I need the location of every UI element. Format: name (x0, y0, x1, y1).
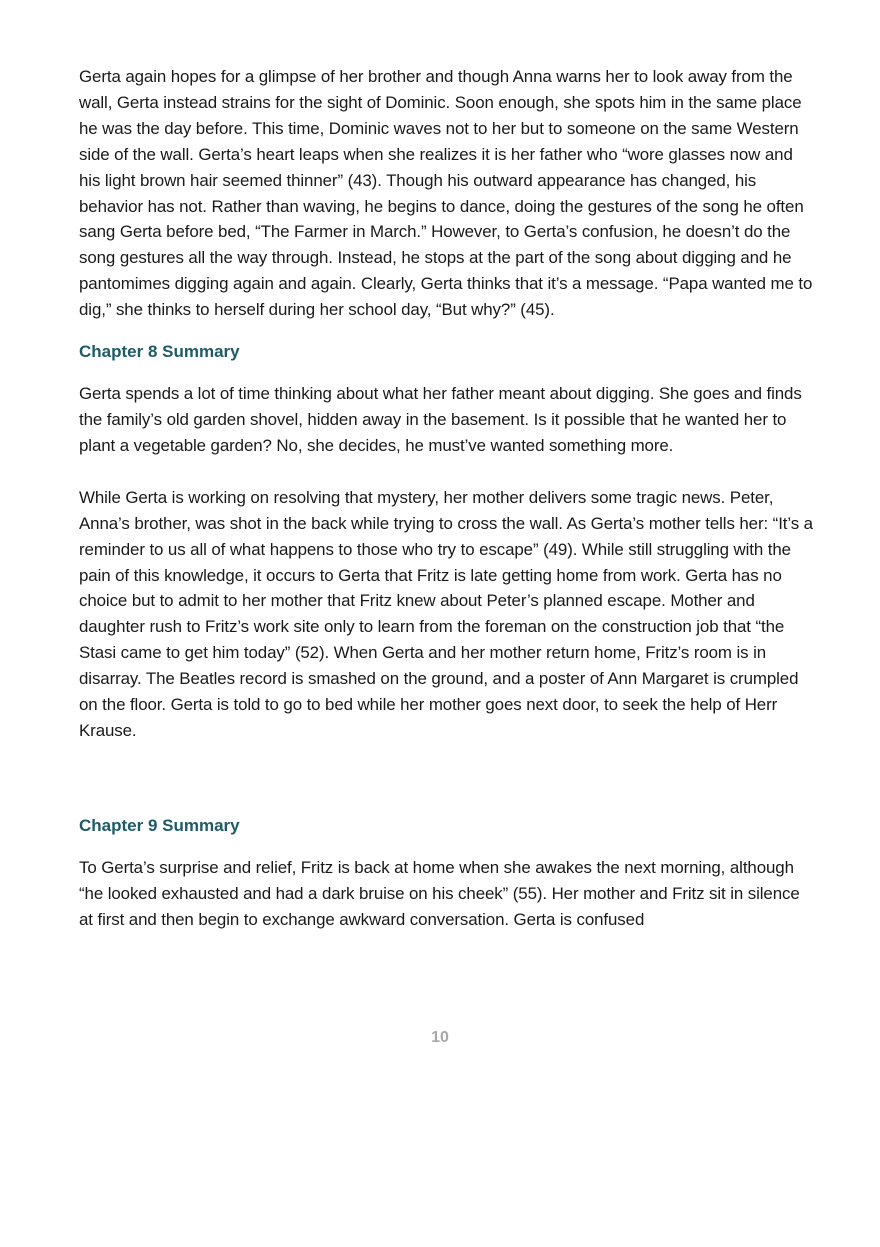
chapter-8-paragraph-1: Gerta spends a lot of time thinking about what her father meant about digging. She goes and finds the family’s old garden shovel, hidden away in the basement. Is it possible that he wanted her to plant a vegetable garden? No, she decides, he must’ve wanted something more. (79, 384, 802, 455)
page-content (79, 64, 814, 933)
chapter-8-paragraph-2: While Gerta is working on resolving that mystery, her mother delivers some tragic news. Peter, Anna’s brother, was shot in the back while trying to cross the wall. As Gerta’s mother tells her: “It’s a reminder to us all of what happens to those who try to escape” (49). While still struggling with the pain of this knowledge, it occurs to Gerta that Fritz is late getting home from work. Gerta has no choice but to admit to her mother that Fritz knew about Peter’s planned escape. Mother and daughter rush to Fritz’s work site only to learn from the foreman on the construction job that “the Stasi came to get him today” (52). When Gerta and her mother return home, Fritz’s room is in disarray. The Beatles record is smashed on the ground, and a poster of Ann Margaret is crumpled on the floor. Gerta is told to go to bed while her mother goes next door, to seek the help of Herr Krause. (79, 487, 813, 740)
page-number: 10 (431, 1029, 449, 1046)
chapter-9-heading: Chapter 9 Summary (79, 815, 240, 835)
chapter-8-heading: Chapter 8 Summary (79, 342, 240, 362)
summary-paragraph: Gerta again hopes for a glimpse of her brother and though Anna warns her to look away from the wall, Gerta instead strains for the sight of Dominic. Soon enough, she spots him in the same place he was the day before. This time, Dominic waves not to her but to someone on the same Western side of the wall. Gerta’s heart leaps when she realizes it is her father who “wore glasses now and his light brown hair seemed thinner” (43). Though his outward appearance has changed, his behavior has not. Rather than waving, he begins to dance, doing the gestures of the song he often sang Gerta before bed, “The Farmer in March.” However, to Gerta’s confusion, he doesn’t do the song gestures all the way through. Instead, he stops at the part of the song about digging and he pantomimes digging again and again. Clearly, Gerta thinks that it’s a message. “Papa wanted me to dig,” she thinks to herself during her school day, “But why?” (45). (79, 67, 813, 320)
chapter-9-paragraph-1: To Gerta’s surprise and relief, Fritz is back at home when she awakes the next morning, although “he looked exhausted and had a dark bruise on his cheek” (55). Her mother and Fritz sit in silence at first and then begin to exchange awkward conversation. Gerta is confused (79, 857, 800, 929)
